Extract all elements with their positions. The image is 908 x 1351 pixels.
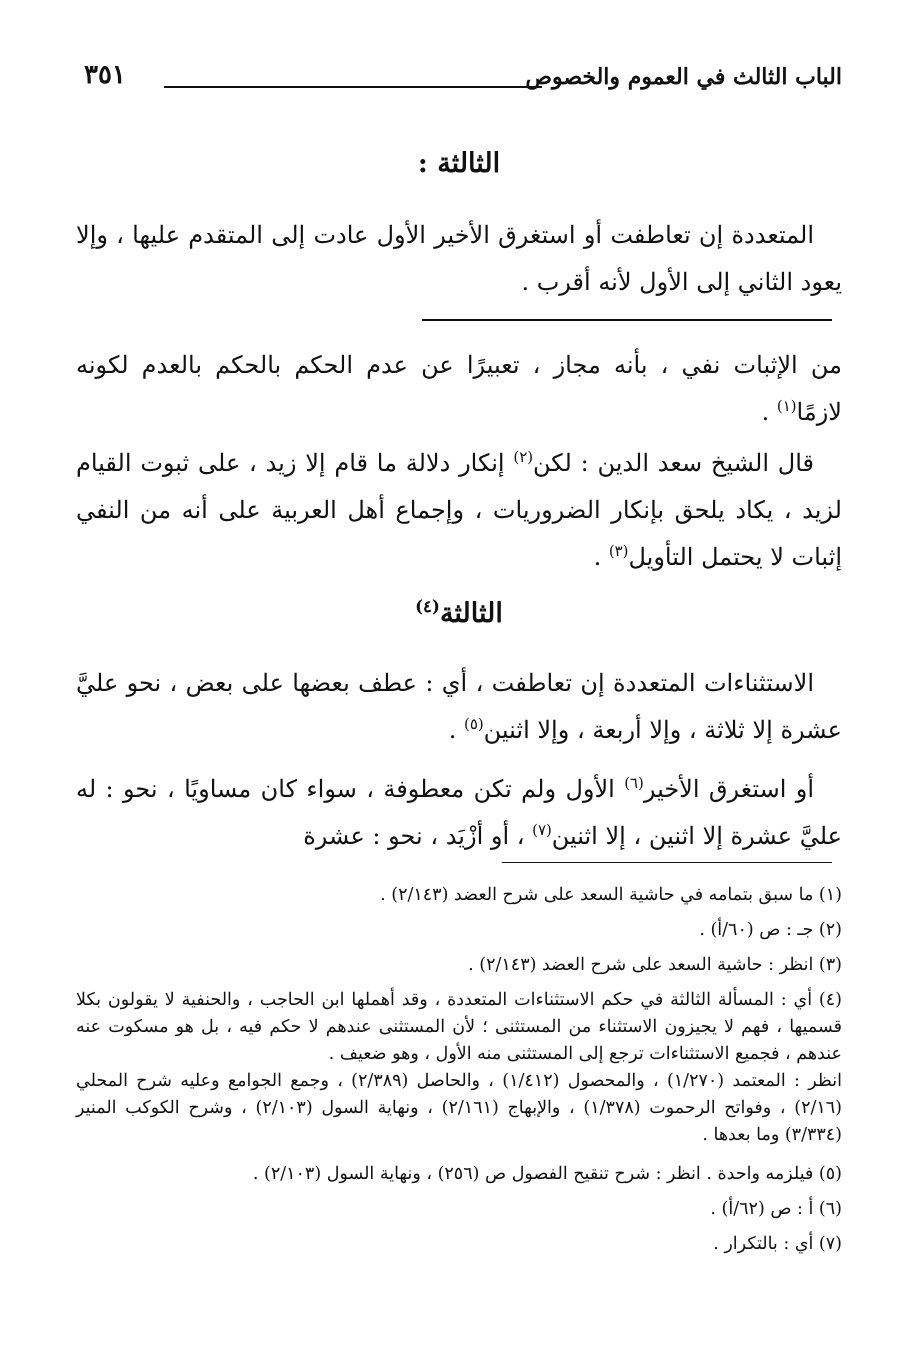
paragraph-text: الاستثناءات المتعددة إن تعاطفت ، أي : عطف بعضها على بعض ، نحو عليَّ عشرة إلا ثلاثة ، وإلا أربعة ، وإلا اثنين [76, 669, 842, 744]
footnote-4: (٤) أي : المسألة الثالثة في حكم الاستثناءات المتعددة ، وقد أهملها ابن الحاجب ، والحنفية لا يقولون بكلا قسميها ، فهم لا يجيزون الاستثناء من المستثنى ؛ لأن المستثنى عندهم لا حكم فيه ، بل هو مسكوت عنه عندهم ، فجميع الاستثناءات ترجع إلى المستثنى منه الأول ، وهو ضعيف . [76, 990, 842, 1064]
header-rule [164, 86, 542, 88]
commentary-text-end: . [761, 398, 777, 426]
footnote-3: (٣) انظر : حاشية السعد على شرح العضد (٢/١٤٣) . [468, 955, 842, 975]
footnote-5: (٥) فيلزمه واحدة . انظر : شرح تنقيح الفصول ص (٢٥٦) ، ونهاية السول (٢/١٠٣) . [252, 1164, 842, 1184]
footnote-separator-rule [502, 862, 832, 863]
commentary-paragraph-3 [76, 660, 842, 754]
footnote-ref: (٢) [513, 448, 533, 466]
paragraph-text-end: ، أو أزْيَد ، نحو : عشرة [303, 822, 533, 850]
commentary-paragraph-1 [76, 342, 842, 436]
section-heading-third: الثالثة : [417, 148, 501, 179]
footnote-ref: (٦) [624, 774, 644, 792]
footnote-ref: (٤) [415, 596, 440, 616]
footnote-ref: (٣) [608, 542, 629, 560]
section-heading-third-2 [76, 598, 842, 629]
page-header [78, 60, 842, 104]
footnote-2: (٢) جـ : ص (٦٠/أ) . [699, 920, 842, 940]
footnote-ref: (٥) [464, 715, 484, 733]
matn-separator-rule [422, 319, 832, 321]
footnotes [76, 882, 842, 1266]
quote-text-a: قال الشيخ سعد الدين : لكن [533, 449, 814, 477]
footnote-1: (١) ما سبق بتمامه في حاشية السعد على شرح العضد (٢/١٤٣) . [380, 885, 842, 905]
quote-text-c: . [593, 543, 609, 571]
section-1-paragraph [76, 212, 842, 306]
paragraph-text-end: . [448, 716, 465, 744]
footnote-ref: (١) [776, 397, 797, 415]
heading-text: الثالثة [439, 598, 503, 629]
commentary-paragraph-4 [76, 766, 842, 860]
quote-text-b: إنكار دلالة ما قام إلا زيد ، على ثبوت القيام لزيد ، يكاد يلحق بإنكار الضروريات ، وإجماع أهل العربية على أنه من النفي إثبات لا يحتمل التأويل [76, 449, 842, 571]
footnote-4-references: انظر : المعتمد (١/٢٧٠) ، والمحصول (١/٤١٢) ، والحاصل (٢/٣٨٩) ، وجمع الجوامع وعليه شرح المحلي (٢/١٦) ، وفواتح الرحموت (١/٣٧٨) ، والإبهاج (٢/١٦١) ، ونهاية السول (٢/١٠٣) ، وشرح الكوكب المنير (٣/٣٣٤) وما بعدها . [76, 1071, 842, 1145]
paragraph-text-mid: الأول ولم تكن معطوفة ، سواء كان مساويًا ، نحو : له عليَّ عشرة إلا اثنين ، إلا اثنين [76, 775, 842, 850]
footnote-ref: (٧) [532, 821, 552, 839]
section-1-text: المتعددة إن تعاطفت أو استغرق الأخير الأول عادت إلى المتقدم عليها ، وإلا يعود الثاني إلى الأول لأنه أقرب . [76, 221, 842, 296]
commentary-paragraph-2 [76, 440, 842, 581]
page-number: ٣٥١ [84, 60, 126, 90]
commentary-text: من الإثبات نفي ، بأنه مجاز ، تعبيرًا عن عدم الحكم بالحكم بالعدم لكونه لازمًا [76, 351, 842, 426]
running-title: الباب الثالث في العموم والخصوص [525, 64, 842, 90]
paragraph-text: أو استغرق الأخير [643, 775, 815, 803]
footnote-6: (٦) أ : ص (٦٢/أ) . [710, 1199, 842, 1219]
footnote-7: (٧) أي : بالتكرار . [713, 1234, 842, 1254]
